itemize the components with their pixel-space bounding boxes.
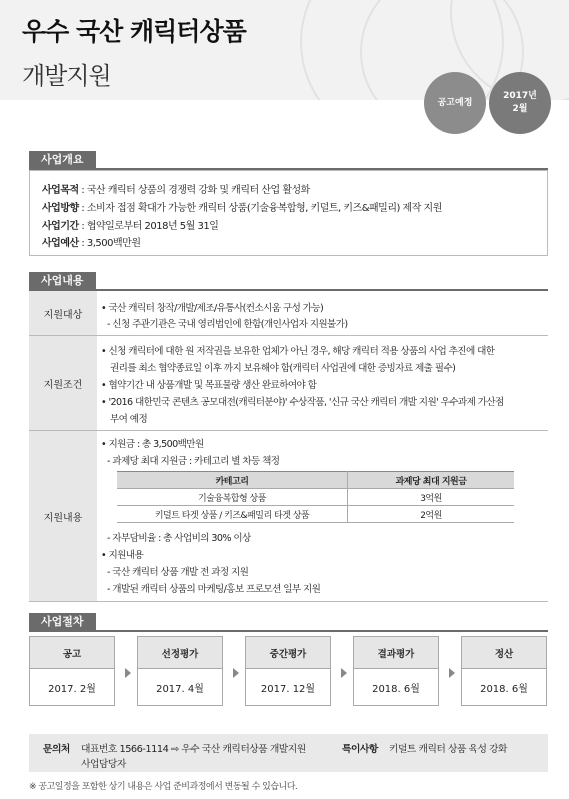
step-label: 결과평가 [354, 637, 438, 669]
page-title: 우수 국산 캐릭터상품 [22, 17, 246, 46]
date-badge [489, 72, 551, 134]
overview-value: : 협약일로부터 2018년 5월 31일 [78, 221, 219, 232]
step-date: 2018. 6월 [372, 683, 420, 695]
row-label: 지원조건 [29, 336, 97, 430]
text-line: - 국산 캐릭터 상품 개발 전 과정 지원 [107, 567, 249, 578]
section-tab-overview: 사업개요 [29, 151, 96, 169]
table-header-cell: 과제당 최대 지원금 [348, 472, 515, 489]
inquiry-label: 문의처 [43, 744, 70, 755]
table-row [117, 506, 514, 523]
overview-label: 사업방향 [42, 203, 79, 214]
footnote: ※ 공고일정을 포함한 상기 내용은 사업 준비과정에서 변동될 수 있습니다. [29, 782, 298, 792]
text-line: • 지원금 : 총 3,500백만원 [101, 439, 204, 450]
overview-row-direction [42, 199, 442, 214]
overview-value: : 국산 캐릭터 상품의 경쟁력 강화 및 캐릭터 산업 활성화 [78, 185, 310, 196]
header-banner [0, 0, 569, 100]
text-line: 부여 예정 [110, 414, 148, 425]
table-header-cell: 카테고리 [117, 472, 348, 489]
text-line: - 자부담비율 : 총 사업비의 30% 이상 [107, 533, 251, 544]
section-tab-content: 사업내용 [29, 272, 96, 290]
overview-box [29, 170, 548, 256]
text-line: - 과제당 최대 지원금 : 카테고리 별 차등 책정 [107, 456, 280, 467]
table-cell: 2억원 [348, 506, 515, 523]
procedure-steps [29, 636, 548, 706]
overview-label: 사업목적 [42, 185, 79, 196]
step-midterm [245, 636, 331, 706]
step-label: 중간평가 [246, 637, 330, 669]
contact-box [29, 734, 548, 772]
step-selection [137, 636, 223, 706]
arrow-right-icon [233, 668, 239, 678]
special-value: 키덜트 캐릭터 상품 육성 강화 [389, 744, 508, 755]
section-tab-procedure: 사업절차 [29, 613, 96, 631]
step-announcement [29, 636, 115, 706]
text-line: • 국산 캐릭터 창작/개발/제조/유통사(컨소시움 구성 가능) [101, 303, 324, 314]
special-label: 특이사항 [342, 744, 378, 755]
table-cell: 3억원 [348, 489, 515, 506]
date-badge-month: 2월 [512, 104, 528, 114]
overview-row-purpose [42, 181, 310, 196]
row-body [101, 336, 548, 430]
status-badge-text: 공고예정 [437, 97, 473, 108]
step-label: 공고 [30, 637, 114, 669]
overview-row-budget [42, 234, 140, 249]
step-date: 2017. 2월 [48, 683, 96, 695]
overview-label: 사업예산 [42, 238, 79, 249]
status-badge [424, 72, 486, 134]
overview-value: : 3,500백만원 [78, 238, 141, 249]
step-date: 2017. 4월 [156, 683, 204, 695]
text-line: • '2016 대한민국 콘텐츠 공모대전(캐릭터분야)' 수상작품, '신규 국산 캐릭터 개발 지원' 우수과제 가산점 [101, 397, 504, 408]
text-line: • 지원내용 [101, 550, 144, 561]
table-row [117, 489, 514, 506]
step-result [353, 636, 439, 706]
text-line: • 협약기간 내 상품개발 및 목표물량 생산 완료하여야 함 [101, 380, 317, 391]
step-date: 2017. 12월 [260, 683, 316, 695]
step-settlement [461, 636, 547, 706]
row-body [101, 291, 548, 335]
overview-value: : 소비자 접점 확대가 가능한 캐릭터 상품(기술융복합형, 키덜트, 키즈&패밀리) 제작 지원 [78, 203, 442, 214]
text-line: • 신청 캐릭터에 대한 원 저작권을 보유한 업체가 아닌 경우, 해당 캐릭터 적용 상품의 사업 추진에 대한 [101, 346, 495, 357]
step-date: 2018. 6월 [480, 683, 528, 695]
table-cell: 키덜트 타겟 상품 / 키즈&패밀리 타겟 상품 [117, 506, 348, 523]
inquiry-contact-person: 사업담당자 [81, 759, 126, 770]
row-label: 지원내용 [29, 431, 97, 601]
date-badge-year: 2017년 [503, 91, 537, 101]
grant-table [117, 471, 514, 523]
text-line: - 신청 주관기관은 국내 영리법인에 한함(개인사업자 지원불가) [107, 319, 348, 330]
overview-row-period [42, 217, 218, 232]
overview-label: 사업기간 [42, 221, 79, 232]
text-line: - 개발된 캐릭터 상품의 마케팅/홍보 프로모션 일부 지원 [107, 584, 321, 595]
row-label: 지원대상 [29, 291, 97, 335]
table-cell: 기술융복합형 상품 [117, 489, 348, 506]
inquiry-phone: 대표번호 1566-1114 ⇨ 우수 국산 캐릭터상품 개발지원 [81, 744, 306, 755]
content-row-conditions [29, 336, 548, 431]
section-divider [29, 630, 548, 632]
table-header-row [117, 472, 514, 489]
content-row-target [29, 291, 548, 336]
arrow-right-icon [449, 668, 455, 678]
text-line: 권리를 최소 협약종료일 이후 까지 보유해야 함(캐릭터 사업권에 대한 증빙자료 제출 필수) [110, 363, 456, 374]
arrow-right-icon [125, 668, 131, 678]
step-label: 정산 [462, 637, 546, 669]
page-subtitle: 개발지원 [22, 62, 111, 90]
step-label: 선정평가 [138, 637, 222, 669]
arrow-right-icon [341, 668, 347, 678]
